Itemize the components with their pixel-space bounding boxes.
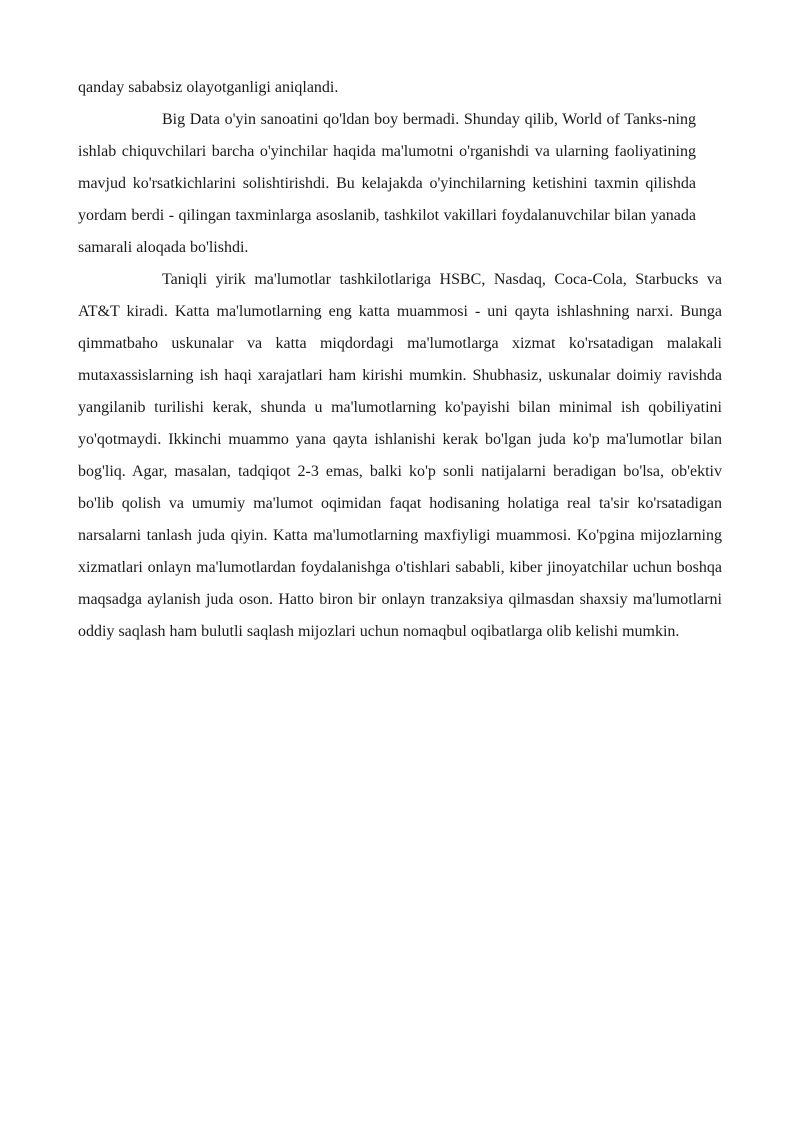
paragraph-continuation: qanday sababsiz olayotganligi aniqlandi.: [78, 79, 339, 96]
document-body: [78, 72, 722, 648]
paragraph-big-data-gaming: Big Data o'yin sanoatini qo'ldan boy bermadi. Shunday qilib, World of Tanks-ning ishlab chiquvchilari barcha o'yinchilar haqida ma'lumotni o'rganishdi va ularning faoliyatining mavjud ko'rsatkichlarini solishtirishdi. Bu kelajakda o'yinchilarning ketishini taxmin qilishda yordam berdi - qilingan taxminlarga asoslanib, tashkilot vakillari foydalanuvchilar bilan yanada samarali aloqada bo'lishdi.: [78, 111, 696, 256]
paragraph-big-data-challenges: Taniqli yirik ma'lumotlar tashkilotlariga HSBC, Nasdaq, Coca-Cola, Starbucks va AT&T kiradi. Katta ma'lumotlarning eng katta muammosi - uni qayta ishlashning narxi. Bunga qimmatbaho uskunalar va katta miqdordagi ma'lumotlarga xizmat ko'rsatadigan malakali mutaxassislarning ish haqi xarajatlari ham kirishi mumkin. Shubhasiz, uskunalar doimiy ravishda yangilanib turilishi kerak, shunda u ma'lumotlarning ko'payishi bilan minimal ish qobiliyatini yo'qotmaydi. Ikkinchi muammo yana qayta ishlanishi kerak bo'lgan juda ko'p ma'lumotlar bilan bog'liq. Agar, masalan, tadqiqot 2-3 emas, balki ko'p sonli natijalarni beradigan bo'lsa, ob'ektiv bo'lib qolish va umumiy ma'lumot oqimidan faqat hodisaning holatiga real ta'sir ko'rsatadigan narsalarni tanlash juda qiyin. Katta ma'lumotlarning maxfiyligi muammosi. Ko'pgina mijozlarning xizmatlari onlayn ma'lumotlardan foydalanishga o'tishlari sababli, kiber jinoyatchilar uchun boshqa maqsadga aylanish juda oson. Hatto biron bir onlayn tranzaksiya qilmasdan shaxsiy ma'lumotlarni oddiy saqlash ham bulutli saqlash mijozlari uchun nomaqbul oqibatlarga olib kelishi mumkin.: [78, 271, 722, 640]
